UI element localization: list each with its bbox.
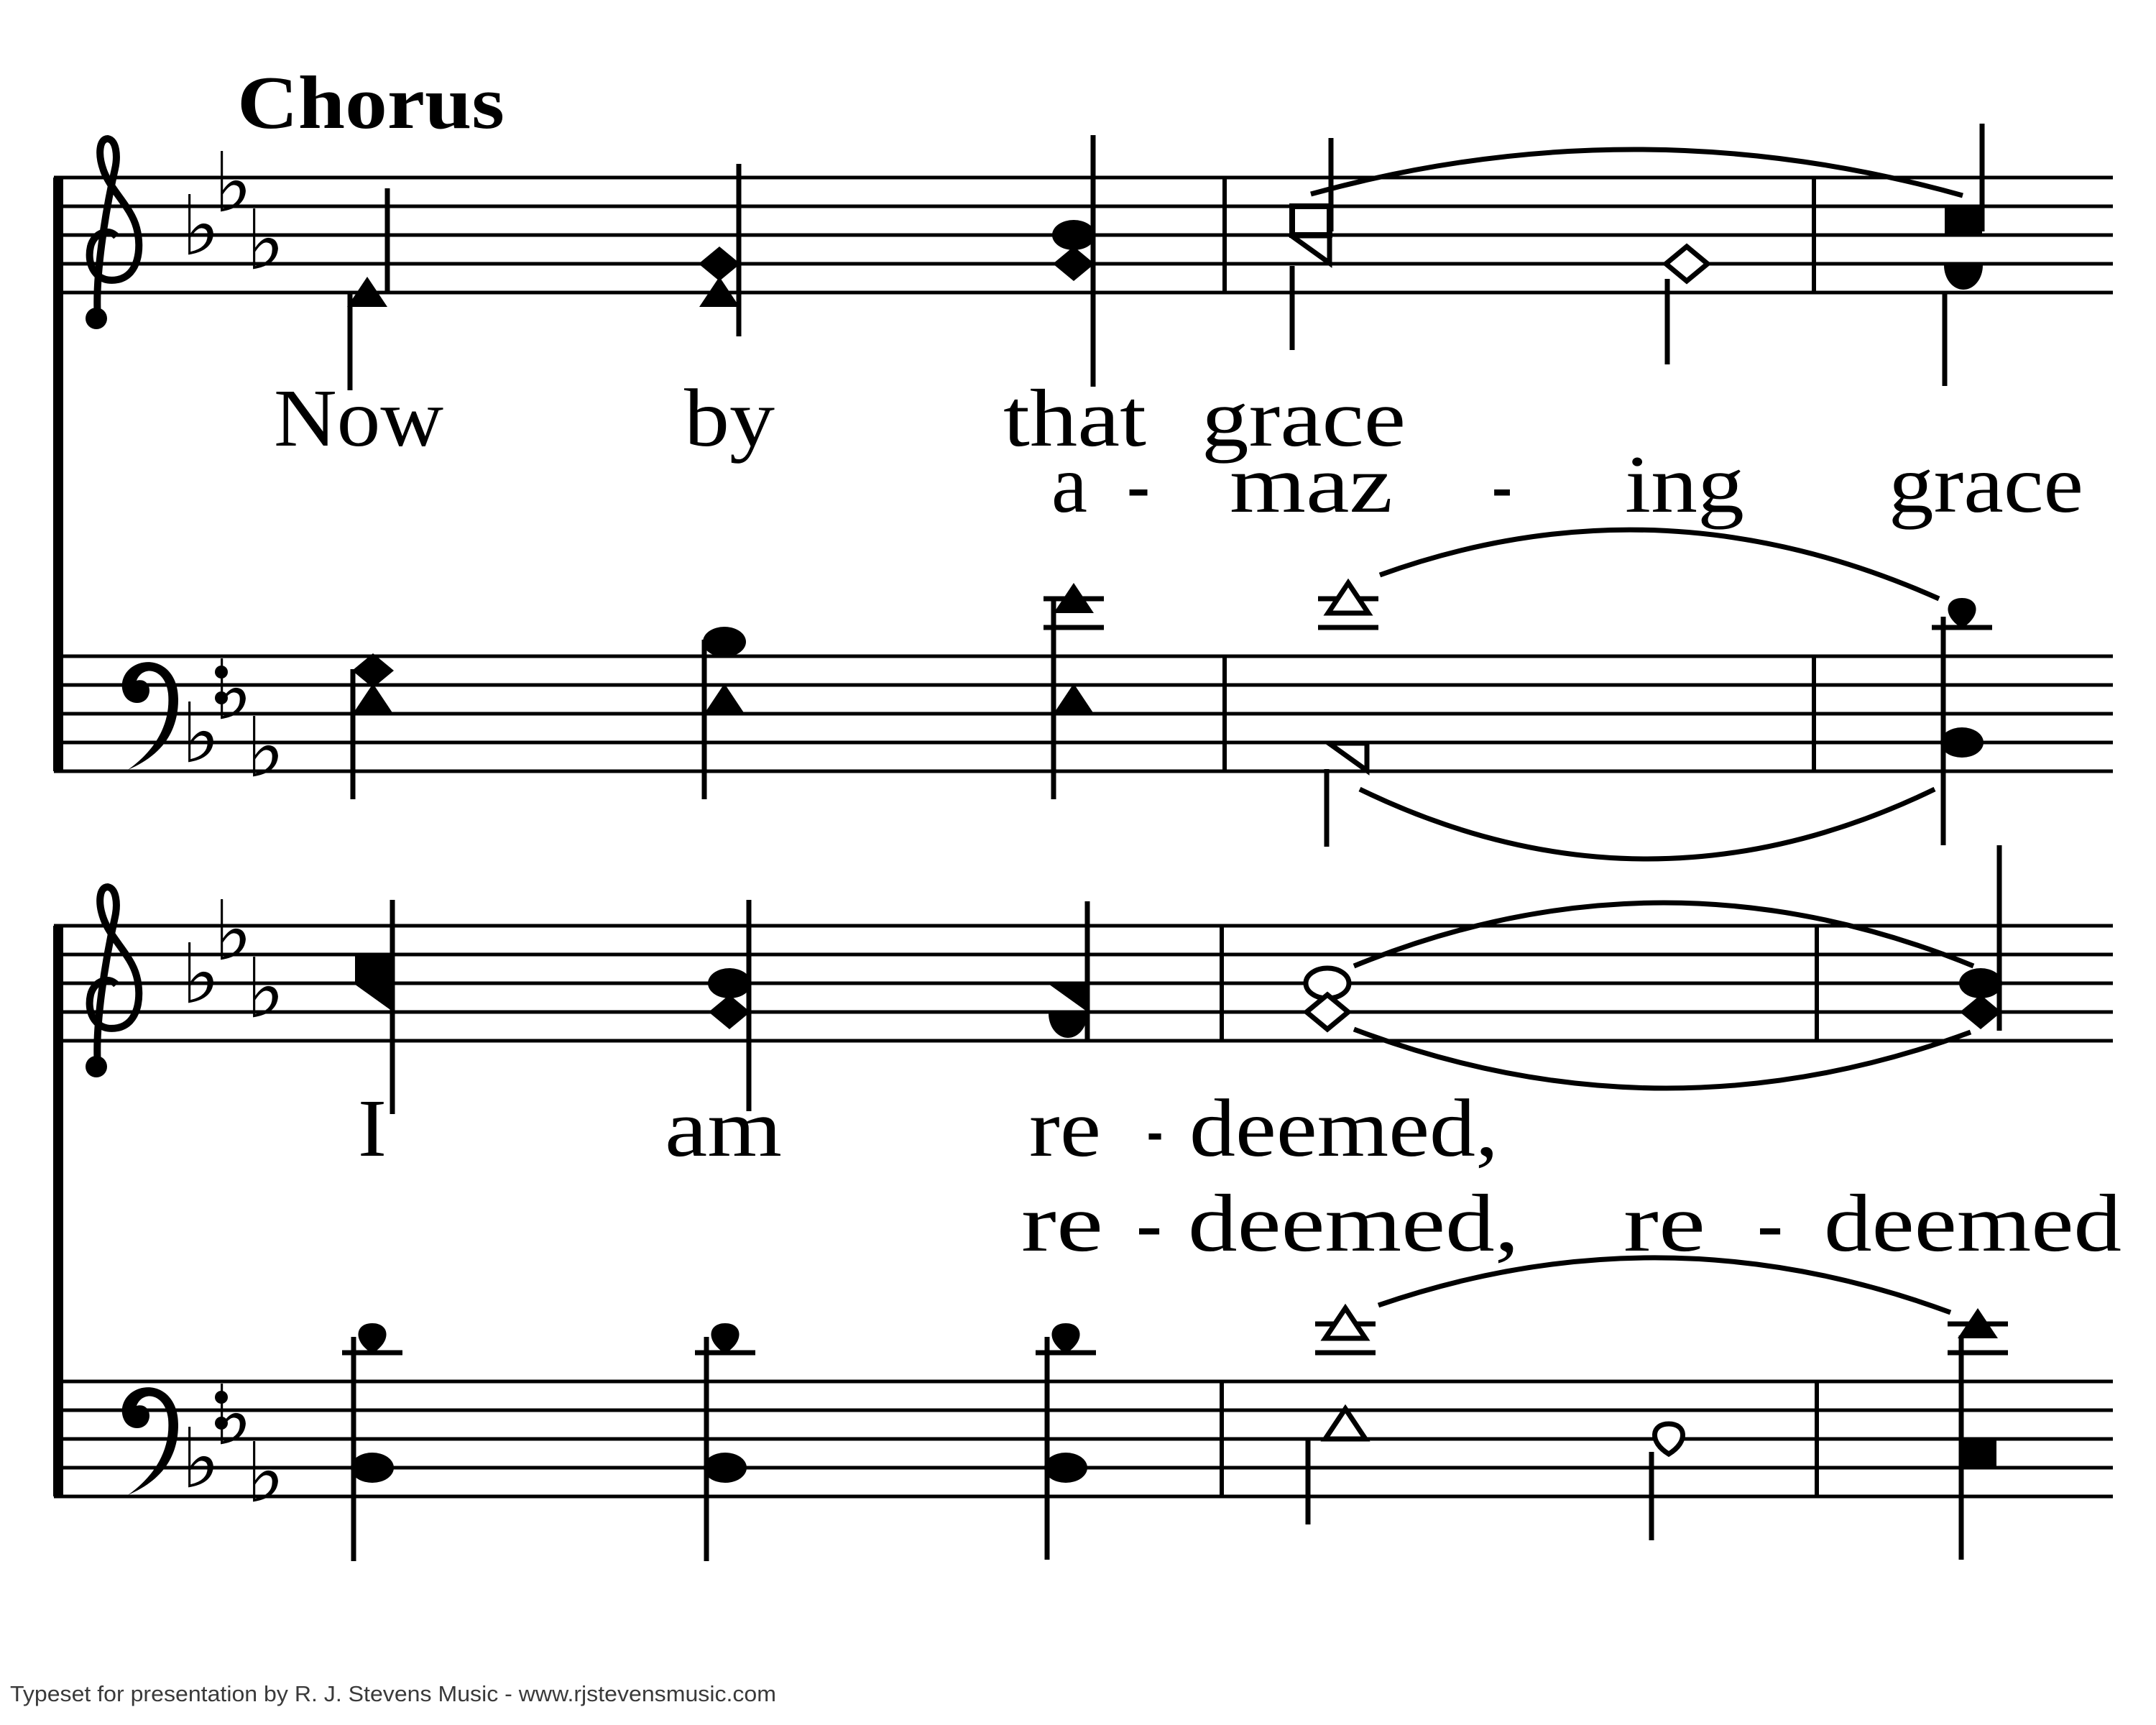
notehead-re-semicircle [1944, 265, 1983, 290]
notehead-do-triangle [353, 684, 393, 714]
lyric-syllable: deemed, [1189, 1082, 1498, 1174]
notehead-do-triangle [1054, 684, 1094, 714]
treble-clef-icon [86, 308, 107, 329]
flat-icon: ♭ [246, 700, 285, 796]
lyric-syllable: a [1051, 438, 1087, 530]
lyric-syllable: - [1136, 1177, 1162, 1269]
notehead-mi-diamond [699, 247, 740, 281]
lyric-syllable: re [1021, 1177, 1103, 1269]
slur-tie [1354, 1029, 1971, 1088]
lyric-syllable: - [1127, 438, 1150, 530]
notehead-la-square [355, 954, 392, 983]
notehead-sol-oval [704, 1453, 747, 1483]
lyric-syllable: Now [274, 372, 443, 464]
lyric-syllable: - [1492, 438, 1512, 530]
flat-icon: ♭ [181, 926, 221, 1023]
lyric-syllable: - [1147, 1082, 1163, 1174]
notehead-ti-cone [1948, 598, 1976, 628]
lyric-syllable: I [358, 1082, 387, 1174]
slur-tie [1354, 903, 1973, 966]
lyric-syllable: am [665, 1082, 782, 1174]
notehead-sol-oval [1044, 1453, 1087, 1483]
notehead-re-semicircle [1049, 1013, 1087, 1038]
notehead-fa-triangle [1329, 743, 1367, 770]
bass-clef-icon [122, 1387, 178, 1495]
flat-icon: ♭ [213, 643, 253, 739]
notehead-mi-diamond [1307, 995, 1348, 1029]
notehead-la-square [1292, 206, 1330, 235]
lyric-syllable: that [1003, 372, 1146, 464]
lyric-syllable: maz [1230, 438, 1393, 530]
notehead-ti-cone [358, 1323, 386, 1353]
notehead-sol-oval [351, 1453, 394, 1483]
lyric-syllable: grace [1202, 372, 1406, 464]
flat-icon: ♭ [213, 883, 253, 980]
lyric-syllable: - [1757, 1177, 1783, 1269]
lyric-syllable: grace [1889, 438, 2083, 530]
notehead-do-triangle [1325, 1409, 1365, 1439]
flat-icon: ♭ [181, 1411, 221, 1507]
notehead-fa-triangle [354, 984, 392, 1011]
lyric-syllable: deemed [1824, 1177, 2122, 1269]
notehead-la-square [1945, 206, 1982, 235]
flat-icon: ♭ [246, 193, 285, 289]
notehead-mi-diamond [1960, 995, 2001, 1029]
lyric-syllable: re [1623, 1177, 1705, 1269]
notehead-mi-diamond [709, 995, 750, 1029]
notehead-la-square [1959, 1439, 1996, 1468]
flat-icon: ♭ [246, 1425, 285, 1522]
lyric-syllable: by [684, 372, 775, 464]
music-notation [54, 124, 2122, 1561]
lyric-syllable: ing [1625, 438, 1744, 530]
treble-clef-icon [90, 139, 139, 317]
notehead-mi-diamond [1053, 247, 1095, 281]
flat-icon: ♭ [181, 686, 221, 782]
notehead-do-triangle [704, 684, 745, 714]
treble-clef-icon [90, 887, 139, 1065]
slur-tie [1360, 789, 1935, 859]
bass-clef-icon [122, 662, 178, 770]
page-title: Chorus [237, 60, 505, 144]
notehead-sol-oval [703, 627, 746, 657]
notehead-sol-oval [1052, 220, 1095, 250]
notehead-sol-oval [1940, 727, 1984, 758]
notehead-ti-cone [1051, 1323, 1079, 1353]
footer-credit: Typeset for presentation by R. J. Stevens Music - www.rjstevensmusic.com [10, 1681, 776, 1706]
flat-icon: ♭ [246, 941, 285, 1037]
slur-tie [1311, 150, 1963, 196]
lyric-syllable: deemed, [1188, 1177, 1519, 1269]
flat-icon: ♭ [213, 1368, 253, 1464]
slur-tie [1380, 530, 1939, 599]
notehead-sol-oval [1959, 968, 2002, 998]
notehead-mi-diamond [352, 653, 394, 688]
flat-icon: ♭ [181, 178, 221, 275]
lyric-syllable: re [1029, 1082, 1101, 1174]
notehead-fa-triangle [1291, 236, 1330, 263]
notehead-fa-triangle [1049, 984, 1087, 1011]
notehead-ti-cone [711, 1323, 739, 1353]
notehead-mi-diamond [1666, 247, 1708, 281]
treble-clef-icon [86, 1056, 107, 1077]
notehead-ti-cone [1654, 1424, 1682, 1454]
flat-icon: ♭ [213, 135, 253, 231]
notehead-sol-oval [708, 968, 751, 998]
